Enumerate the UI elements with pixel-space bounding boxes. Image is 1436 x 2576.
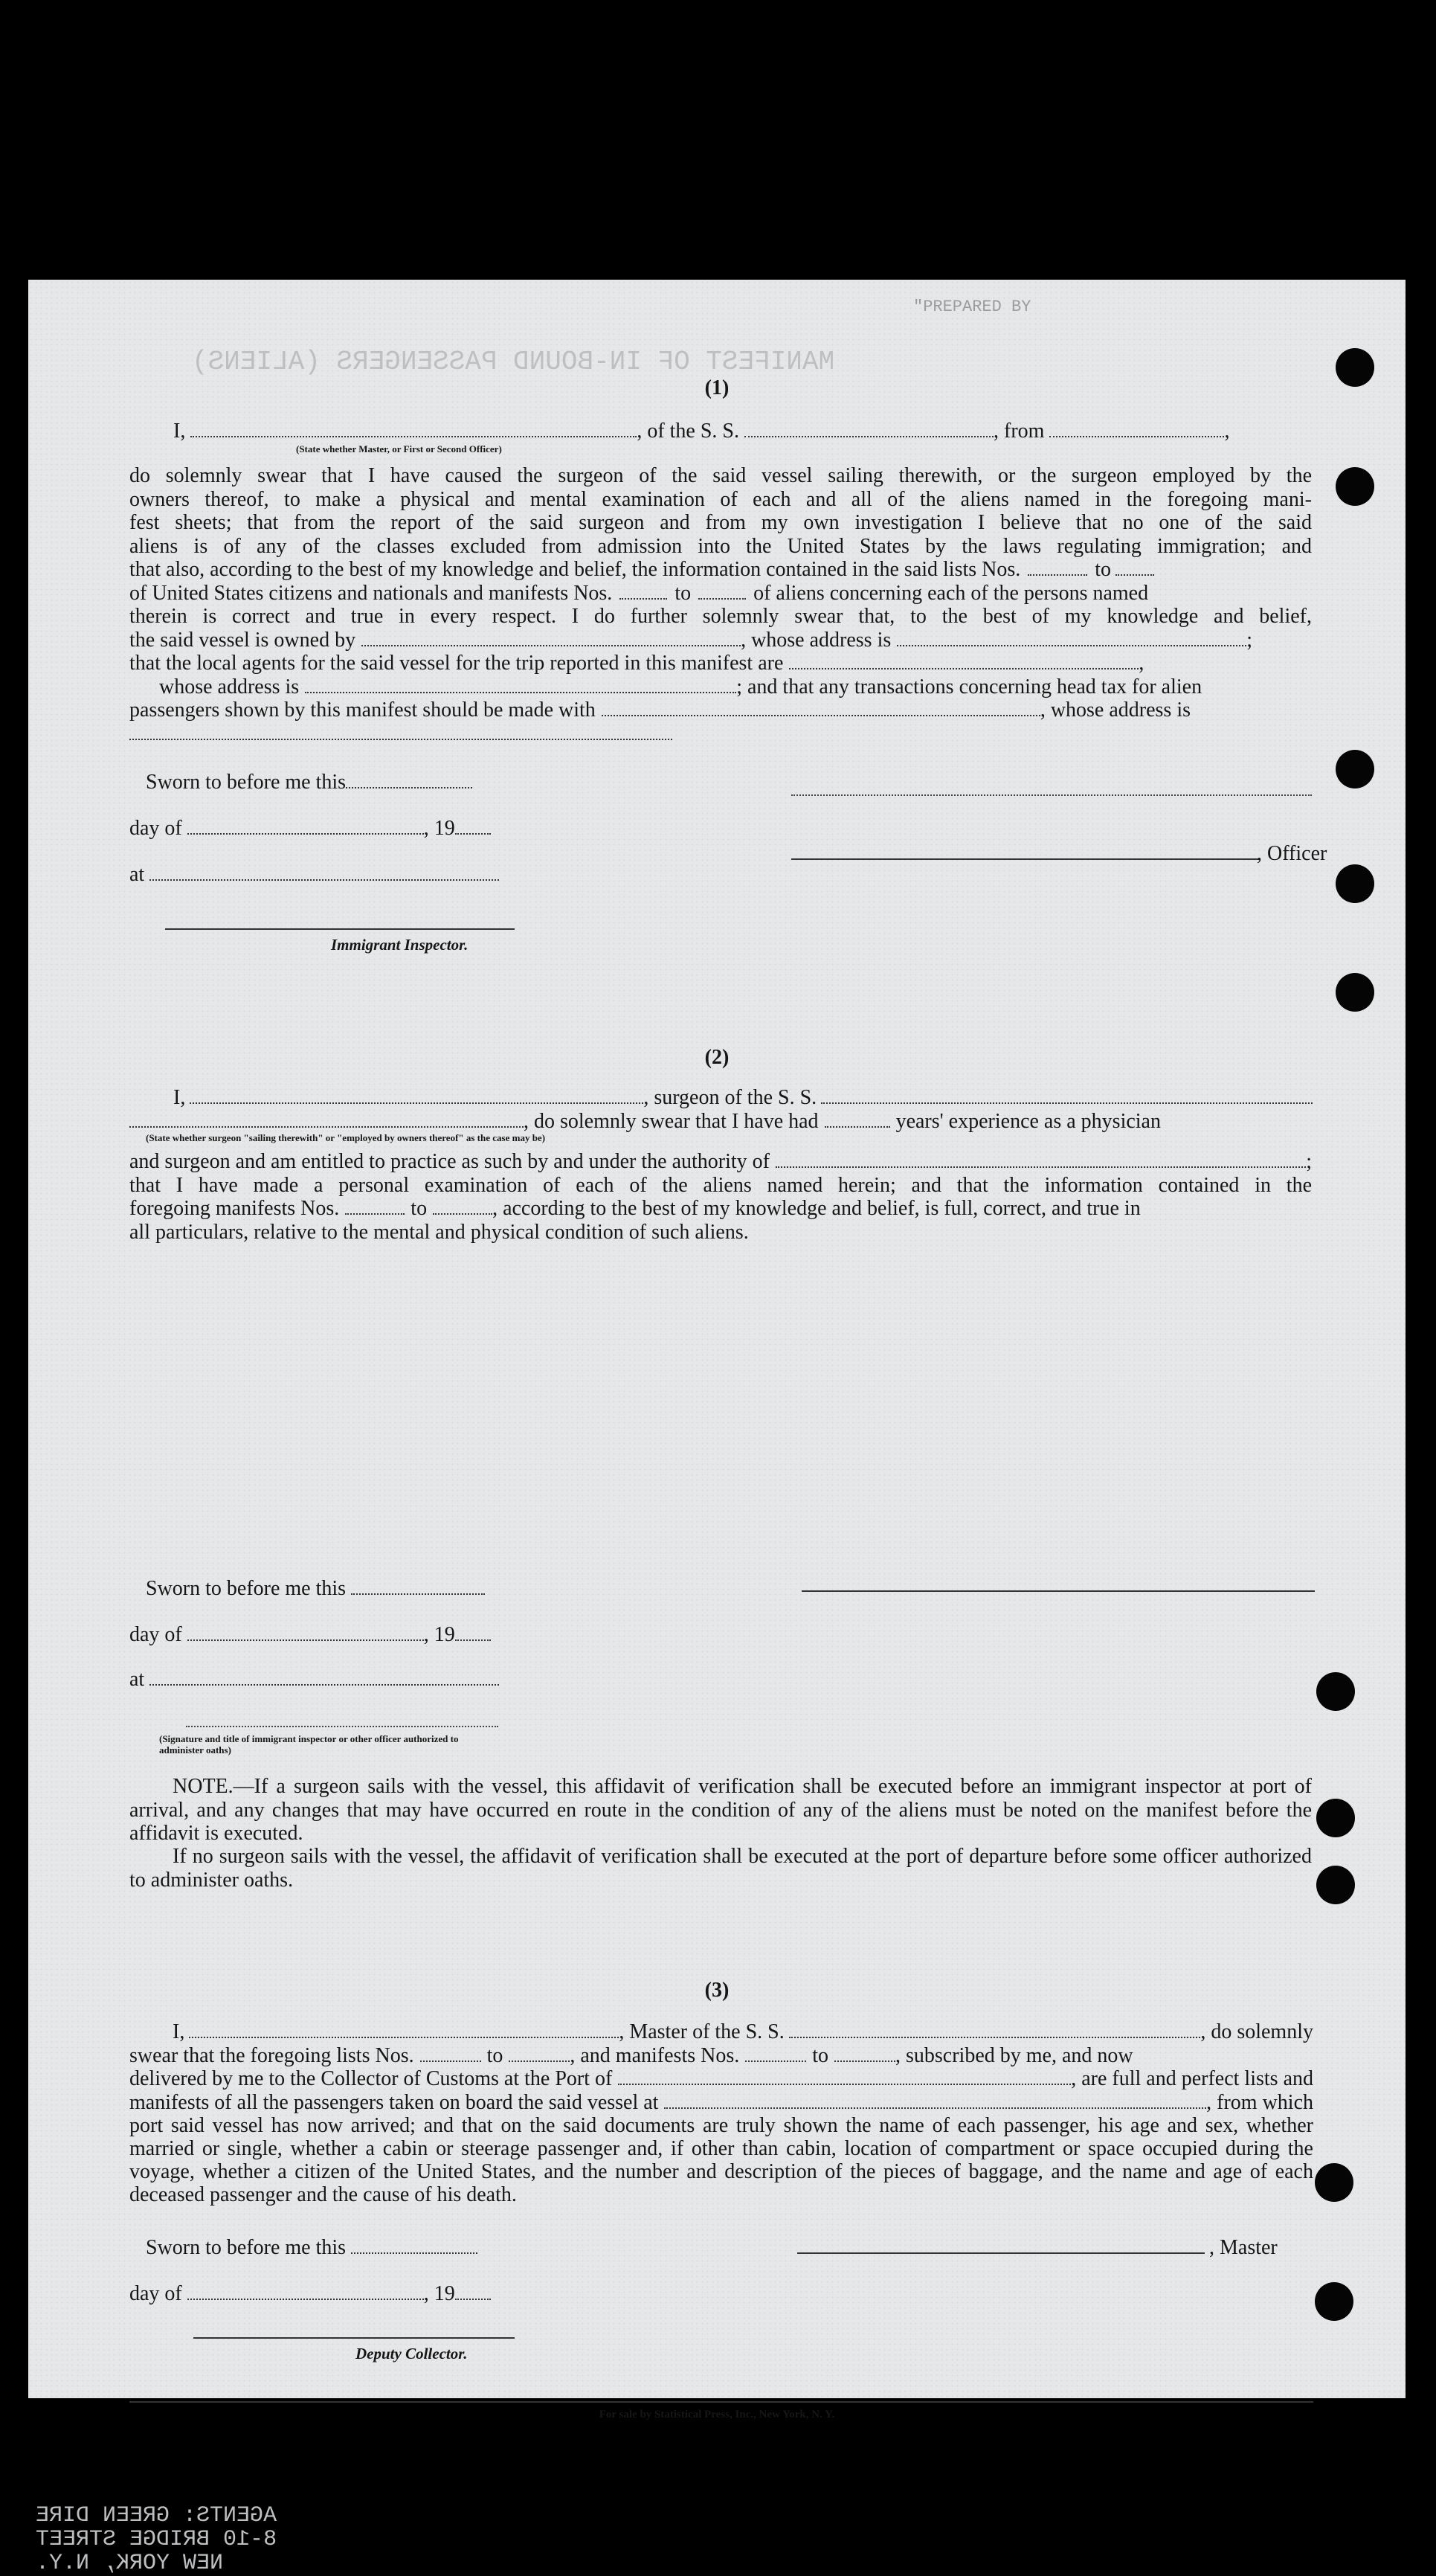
surgeon-name-field[interactable] xyxy=(190,1102,643,1104)
owner-field[interactable] xyxy=(361,644,741,646)
oath-text: fest sheets; that from the report of the said surgeon and from my own investigation I believe that no one of the said xyxy=(129,511,1312,534)
punch-hole xyxy=(1315,2282,1353,2321)
oath-text: I, xyxy=(173,420,186,443)
oath-line: I, , of the S. S. , from , xyxy=(173,420,1230,443)
list-no-field[interactable] xyxy=(509,2060,570,2062)
officer-signature-line-1 xyxy=(791,794,1312,796)
surgeon-oath-line: I, , surgeon of the S. S. xyxy=(173,1086,1313,1110)
sworn-date-field[interactable] xyxy=(346,786,472,788)
master-name-field[interactable] xyxy=(189,2036,619,2038)
officer-label: , Officer xyxy=(1257,842,1327,865)
day-of-label: day of , 19 xyxy=(129,1623,491,1647)
place-field[interactable] xyxy=(149,1683,499,1686)
master-paragraph: I, , Master of the S. S. , do solemnly swear that the foregoing lists Nos. to , and manifests Nos. to , subscribed by me, and now delivered by me to the Collector of Customs at the Port of , are full and perfect lists and manifests of all the passengers taken on board the said vessel at , from which port said vessel has now arrived; and that on the said documents are truly shown the name of each passenger, his age and sex, whether married or single, whether a cabin or steerage passenger and, if other than cabin, location of compartment or space occupied during the voyage, whether a citizen of the United States, and the number and description of the pieces of baggage, and the name and age of each deceased passenger and the cause of his death. xyxy=(129,2020,1313,2206)
sworn-label: Sworn to before me this xyxy=(146,2236,477,2260)
at-label: at xyxy=(129,1668,499,1692)
oath-text: aliens is of any of the classes excluded from admission into the United States by the laws regulating immigration; and xyxy=(129,534,1312,558)
punch-hole xyxy=(1316,1866,1355,1904)
year-field[interactable] xyxy=(455,832,491,835)
punch-hole xyxy=(1316,1799,1355,1837)
manifest-no-field[interactable] xyxy=(345,1212,405,1215)
surgeon-type-field[interactable] xyxy=(129,1125,524,1128)
owner-address-field[interactable] xyxy=(897,644,1246,646)
port-from-field[interactable] xyxy=(1049,435,1224,437)
oath-text: , of the S. S. xyxy=(637,420,740,443)
punch-hole xyxy=(1336,864,1374,903)
oath-text: of United States citizens and nationals and manifests Nos. xyxy=(129,581,613,605)
oath-text: owners thereof, to make a physical and mental examination of each and all of the aliens named in the foregoing mani- xyxy=(129,487,1312,511)
bleed-through-text: MANIFEST OF IN-BOUND PASSENGERS (ALIENS) xyxy=(192,347,835,377)
surgeon-paragraph: and surgeon and am entitled to practice as such by and under the authority of ; that I have made a personal examination of each of the aliens named herein; and that the information contained in the foregoing manifests Nos. to , according to the best of my knowledge and belief, is full, correct, and true in all particulars, relative to the mental and physical condition of such aliens. xyxy=(129,1150,1312,1244)
vessel-name-field[interactable] xyxy=(789,2036,1201,2038)
manifest-no-field[interactable] xyxy=(619,597,667,600)
year-field[interactable] xyxy=(455,1639,491,1641)
manifest-no-field[interactable] xyxy=(433,1212,492,1215)
master-label: , Master xyxy=(1209,2236,1278,2259)
inspector-signature-line xyxy=(186,1726,498,1727)
oath-text: do solemnly swear that I have caused the surgeon of the said vessel sailing therewith, or the surgeon employed by the xyxy=(129,464,1312,487)
oath-text: ; and that any transactions concerning head tax for alien xyxy=(736,675,1202,698)
at-label: at xyxy=(129,863,499,887)
vessel-name-field[interactable] xyxy=(821,1102,1313,1104)
printer-credit: For sale by Statistical Press, Inc., New York, N. Y. xyxy=(599,2409,835,2421)
agents-address-field[interactable] xyxy=(305,691,736,693)
oath-text: of aliens concerning each of the persons named xyxy=(753,581,1149,605)
oath-text: whose address is xyxy=(159,675,300,698)
sworn-date-field[interactable] xyxy=(351,2252,477,2254)
punch-hole xyxy=(1336,973,1374,1012)
head-tax-party-field[interactable] xyxy=(602,714,1040,716)
punch-hole xyxy=(1336,750,1374,788)
signature-hint: (Signature and title of immigrant inspector or other officer authorized to administer oaths) xyxy=(159,1733,459,1756)
sworn-label: Sworn to before me this xyxy=(146,1577,485,1601)
field-hint: (State whether Master, or First or Second Officer) xyxy=(296,443,502,455)
head-tax-address-field[interactable] xyxy=(129,738,672,740)
oath-text: the said vessel is owned by xyxy=(129,628,356,652)
years-field[interactable] xyxy=(825,1125,890,1128)
oath-text: , whose address is xyxy=(1040,698,1191,722)
authority-field[interactable] xyxy=(776,1166,1306,1168)
note-paragraph: If no surgeon sails with the vessel, the affidavit of verification shall be executed at the port of departure before some officer authorized to administer oaths. xyxy=(129,1845,1312,1892)
day-field[interactable] xyxy=(187,1639,424,1641)
port-field[interactable] xyxy=(618,2083,1071,2085)
local-agents-field[interactable] xyxy=(789,667,1139,669)
oath-text: , from xyxy=(994,420,1045,443)
prepared-by-header: "PREPARED BY xyxy=(913,298,1031,316)
oath-paragraph: do solemnly swear that I have caused the surgeon of the said vessel sailing therewith, or the surgeon employed by the owners thereof, to make a physical and mental examination of each and all of the aliens named in the foregoing mani- fest sheets; that from the report of the said surgeon and from my own investigation I believe that no one of the said aliens is of any of the classes excluded from admission into the United States by the laws regulating immigration; and that also, according to the best of my knowledge and belief, the information contained in the said lists Nos. to of United States citizens and nationals and manifests Nos. to of aliens concerning each of the persons named therein is correct and true in every respect. I do further solemnly swear that, to the best of my knowledge and belief, the said vessel is owned by , whose address is ; that the local agents for the said vessel for the trip reported in this manifest are , whose address is ; and that any transactions concerning head tax for alien passengers shown by this manifest should be made with , whose address is xyxy=(129,464,1312,745)
deputy-caption: Deputy Collector. xyxy=(355,2345,468,2363)
oath-text: to xyxy=(1095,558,1112,581)
punch-hole xyxy=(1336,467,1374,506)
day-of-label: day of , 19 xyxy=(129,817,491,841)
manifest-no-field[interactable] xyxy=(834,2060,895,2062)
officer-name-field[interactable] xyxy=(190,435,637,437)
manifest-no-field[interactable] xyxy=(745,2060,806,2062)
boarding-port-field[interactable] xyxy=(664,2107,1206,2109)
surgeon-signature-line xyxy=(802,1590,1315,1592)
list-no-field[interactable] xyxy=(1028,574,1087,576)
oath-text: ; xyxy=(1246,628,1253,652)
year-field[interactable] xyxy=(455,2298,491,2300)
section-number: (1) xyxy=(704,376,730,399)
inspector-signature-line xyxy=(165,928,515,930)
field-hint: (State whether surgeon "sailing therewith" or "employed by owners thereof" as the case may be) xyxy=(146,1132,546,1143)
oath-text: , whose address is xyxy=(741,628,892,652)
section-number: (2) xyxy=(704,1046,730,1069)
surgeon-oath-line: , do solemnly swear that I have had years' experience as a physician xyxy=(129,1110,1312,1134)
punch-hole xyxy=(1315,2163,1353,2202)
manifest-no-field[interactable] xyxy=(698,597,746,600)
inspector-caption: Immigrant Inspector. xyxy=(331,936,469,954)
list-no-field[interactable] xyxy=(420,2060,481,2062)
footer-rule xyxy=(129,2401,1313,2403)
punch-hole xyxy=(1316,1672,1355,1711)
day-of-label: day of , 19 xyxy=(129,2282,491,2306)
manifest-verification-sheet xyxy=(28,280,1406,2576)
deputy-signature-line xyxy=(193,2337,515,2339)
note-paragraph: NOTE.—If a surgeon sails with the vessel, this affidavit of verification shall be executed before an immigrant inspector at port of arrival, and any changes that may have occurred en route in the condition of any of the aliens must be noted on the manifest before the affidavit is executed. xyxy=(129,1775,1312,1845)
oath-text: that also, according to the best of my knowledge and belief, the information contained in the said lists Nos. xyxy=(129,558,1021,581)
agent-stamp: AGENTS: GREEN DIRE 8-10 BRIDGE STREET NEW YORK, N.Y. xyxy=(36,2503,277,2576)
day-field[interactable] xyxy=(187,2298,424,2300)
sworn-date-field[interactable] xyxy=(351,1593,485,1595)
oath-text: to xyxy=(674,581,692,605)
sworn-label: Sworn to before me this xyxy=(146,771,472,794)
day-field[interactable] xyxy=(187,832,424,835)
master-signature-line xyxy=(797,2252,1205,2254)
oath-text: passengers shown by this manifest should be made with xyxy=(129,698,596,722)
vessel-name-field[interactable] xyxy=(744,435,994,437)
oath-text: that the local agents for the said vessel for the trip reported in this manifest are xyxy=(129,652,784,675)
list-no-field[interactable] xyxy=(1115,574,1154,576)
section-number: (3) xyxy=(704,1979,730,2002)
oath-text: therein is correct and true in every respect. I do further solemnly swear that, to the best of my knowledge and belief, xyxy=(129,605,1312,628)
place-field[interactable] xyxy=(149,879,499,881)
officer-signature-line-2 xyxy=(791,858,1260,860)
